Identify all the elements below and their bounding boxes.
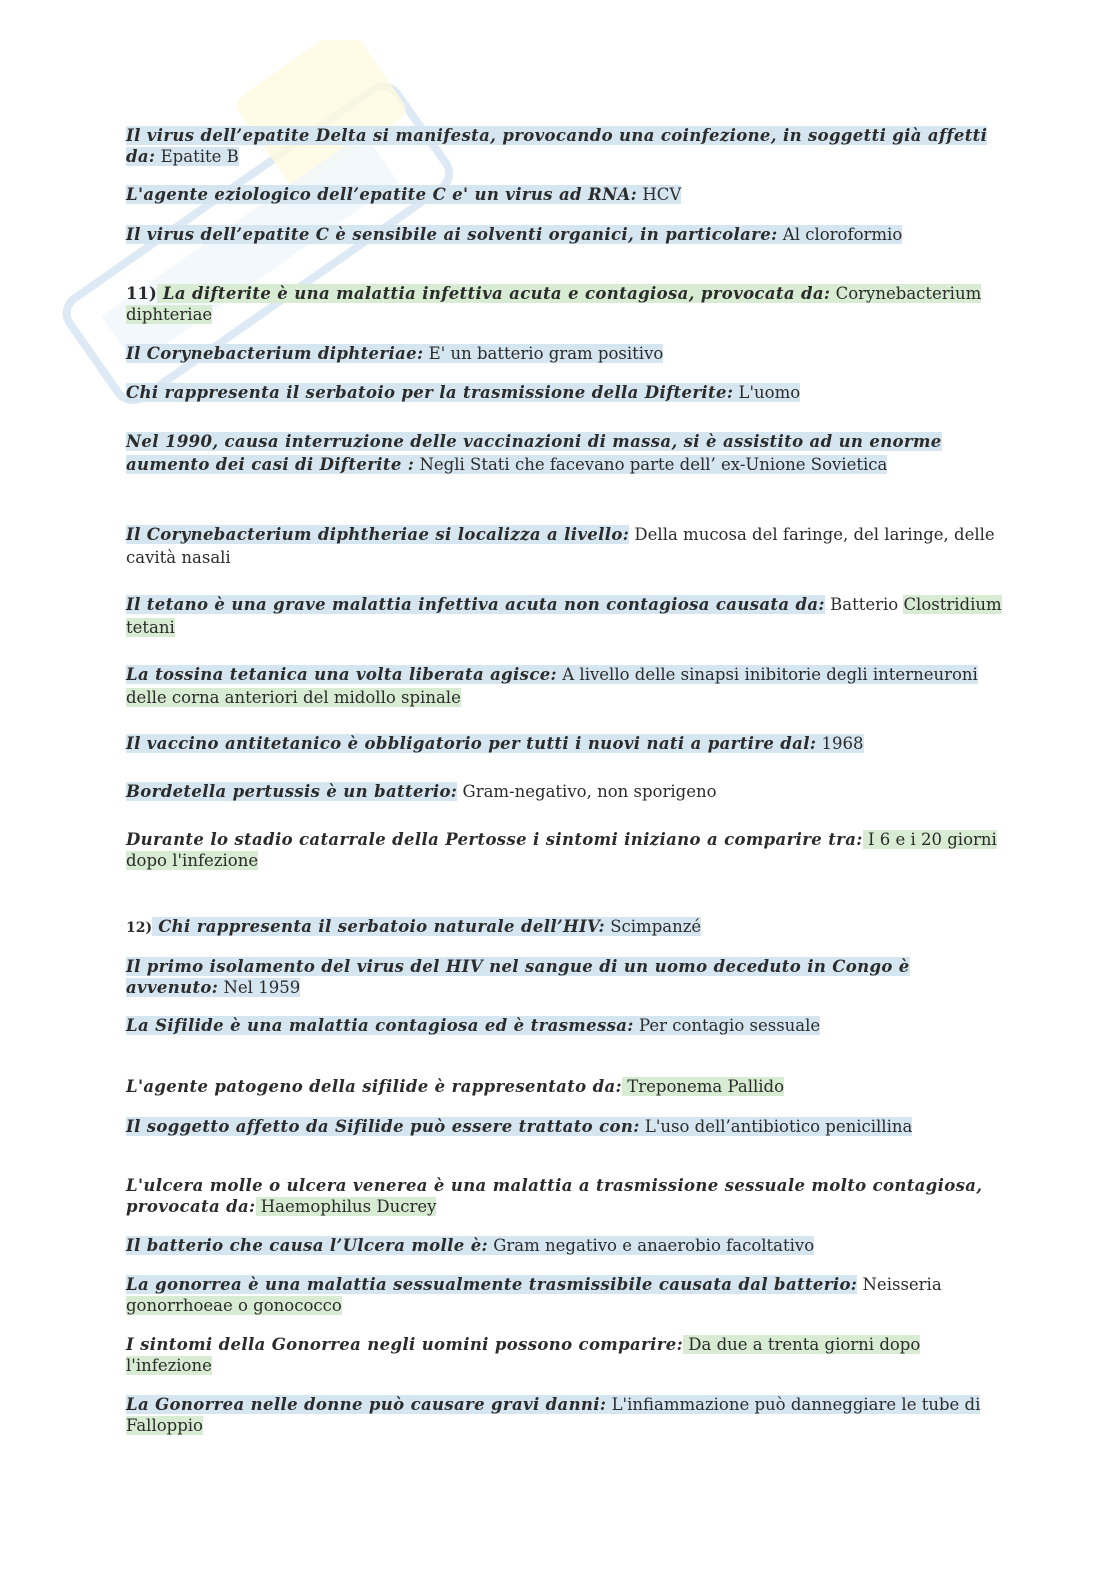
qa-item — [126, 1335, 1006, 1376]
qa-item — [126, 126, 1006, 167]
answer-text: Al cloroformio — [777, 225, 903, 244]
answer-text: Scimpanzé — [604, 917, 702, 936]
question-text: Il vaccino antitetanico è obbligatorio per tutti i nuovi nati a partire dal: — [126, 734, 817, 753]
answer-text: Per contagio sessuale — [633, 1016, 821, 1035]
qa-item — [126, 594, 1006, 639]
qa-item — [126, 1077, 1006, 1098]
answer-highlight: Clostridium tetani — [126, 595, 1002, 637]
qa-item — [126, 1236, 1006, 1257]
qa-item — [126, 383, 1006, 404]
qa-item — [126, 1275, 1006, 1316]
answer-text: Corynebacterium diphteriae — [126, 284, 982, 324]
section-number: 12) — [126, 920, 153, 936]
question-text: I sintomi della Gonorrea negli uomini possono comparire: — [126, 1335, 684, 1354]
answer-highlight: giorni dopo l'infezione — [126, 830, 997, 870]
answer-highlight: gonorrhoeae o gonococco — [126, 1295, 342, 1315]
answer-text: Gram-negativo, non sporigeno — [457, 782, 717, 801]
answer-text: Nel 1959 — [218, 977, 301, 997]
answer-text: A livello delle sinapsi inibitorie degli interneuroni — [557, 665, 978, 684]
question-text: Il primo isolamento del virus del HIV nel sangue di un uomo deceduto in Congo è avvenuto: — [126, 957, 910, 997]
question-text: Il soggetto affetto da Sifilide può essere trattato con: — [126, 1117, 640, 1136]
answer-highlight: Falloppio — [126, 1415, 203, 1435]
question-text: Il Corynebacterium diphteriae: — [126, 344, 424, 363]
question-text: La Gonorrea nelle donne può causare gravi danni: — [126, 1395, 607, 1414]
answer-highlight: delle corna anteriori del midollo spinale — [126, 687, 461, 707]
qa-item — [126, 830, 1006, 871]
answer-text: Haemophilus Ducrey — [255, 1196, 437, 1216]
question-text: Il virus dell’epatite C è sensibile ai solventi organici, in particolare: — [126, 225, 778, 244]
qa-item — [126, 664, 1006, 709]
answer-text: I 6 e i 20 — [862, 830, 942, 849]
answer-highlight: l'infezione — [126, 1355, 212, 1375]
qa-item — [126, 225, 1006, 246]
answer-text: L'uso dell’antibiotico penicillina — [639, 1117, 913, 1136]
question-text: Nel 1990, causa interruzione delle vaccinazioni di massa, si è assistito ad un enorme aumento dei casi di Difterite : — [126, 432, 942, 474]
answer-text: Neisseria — [857, 1275, 942, 1294]
answer-text: Gram negativo e anaerobio facoltativo — [487, 1236, 815, 1255]
qa-item — [126, 1016, 1006, 1037]
qa-item — [126, 1176, 1006, 1217]
question-text: Chi rappresenta il serbatoio naturale dell’HIV: — [152, 917, 605, 936]
answer-text: 1968 — [816, 734, 864, 753]
question-text: L'agente eziologico dell’epatite C e' un virus ad RNA: — [126, 185, 638, 204]
question-text: Bordetella pertussis è un batterio: — [126, 782, 458, 801]
question-text: Il batterio che causa l’Ulcera molle è: — [126, 1236, 488, 1255]
question-text: La gonorrea è una malattia sessualmente trasmissibile causata dal batterio: — [126, 1275, 858, 1294]
answer-text: HCV — [637, 185, 682, 204]
question-text: La difterite è una malattia infettiva acuta e contagiosa, provocata da: — [156, 284, 831, 303]
qa-item — [126, 1395, 1006, 1436]
answer-text: E' un batterio gram positivo — [423, 344, 664, 363]
qa-item — [126, 344, 1006, 365]
answer-text: Della mucosa del faringe, del laringe, delle cavità nasali — [126, 525, 995, 567]
question-text: Durante lo stadio catarrale della Pertosse i sintomi iniziano a comparire tra: — [126, 830, 863, 849]
qa-item — [126, 284, 1006, 325]
answer-text: Treponema Pallido — [622, 1077, 785, 1096]
question-text: L'ulcera molle o ulcera venerea è una malattia a trasmissione sessuale molto contagiosa, provocata da: — [126, 1176, 983, 1216]
answer-text: Epatite B — [155, 146, 239, 166]
answer-text: Da due a trenta giorni dopo — [683, 1335, 921, 1354]
qa-item — [126, 957, 1006, 998]
answer-text: L'infiammazione può danneggiare le tube di — [606, 1395, 981, 1414]
qa-item — [126, 782, 1006, 803]
question-text: Il Corynebacterium diphtheriae si localizza a livello: — [126, 525, 630, 544]
qa-item — [126, 917, 1006, 939]
question-text: La tossina tetanica una volta liberata agisce: — [126, 665, 558, 684]
qa-item — [126, 185, 1006, 206]
answer-text: L'uomo — [733, 383, 801, 402]
question-text: Chi rappresenta il serbatoio per la trasmissione della Difterite: — [126, 383, 734, 402]
question-text: Il tetano è una grave malattia infettiva acuta non contagiosa causata da: — [126, 595, 825, 614]
question-text: Il virus dell’epatite Delta si manifesta, provocando una coinfezione, in soggetti già affetti da: — [126, 126, 988, 166]
qa-item — [126, 431, 1006, 476]
qa-item — [126, 734, 1006, 755]
answer-text: Negli Stati che facevano parte dell’ ex-Unione Sovietica — [414, 454, 888, 474]
section-number: 11) — [126, 284, 157, 303]
qa-item — [126, 524, 1006, 569]
question-text: La Sifilide è una malattia contagiosa ed è trasmessa: — [126, 1016, 634, 1035]
question-text: L'agente patogeno della sifilide è rappresentato da: — [126, 1077, 622, 1096]
qa-item — [126, 1117, 1006, 1138]
answer-text: Batterio — [824, 595, 904, 614]
